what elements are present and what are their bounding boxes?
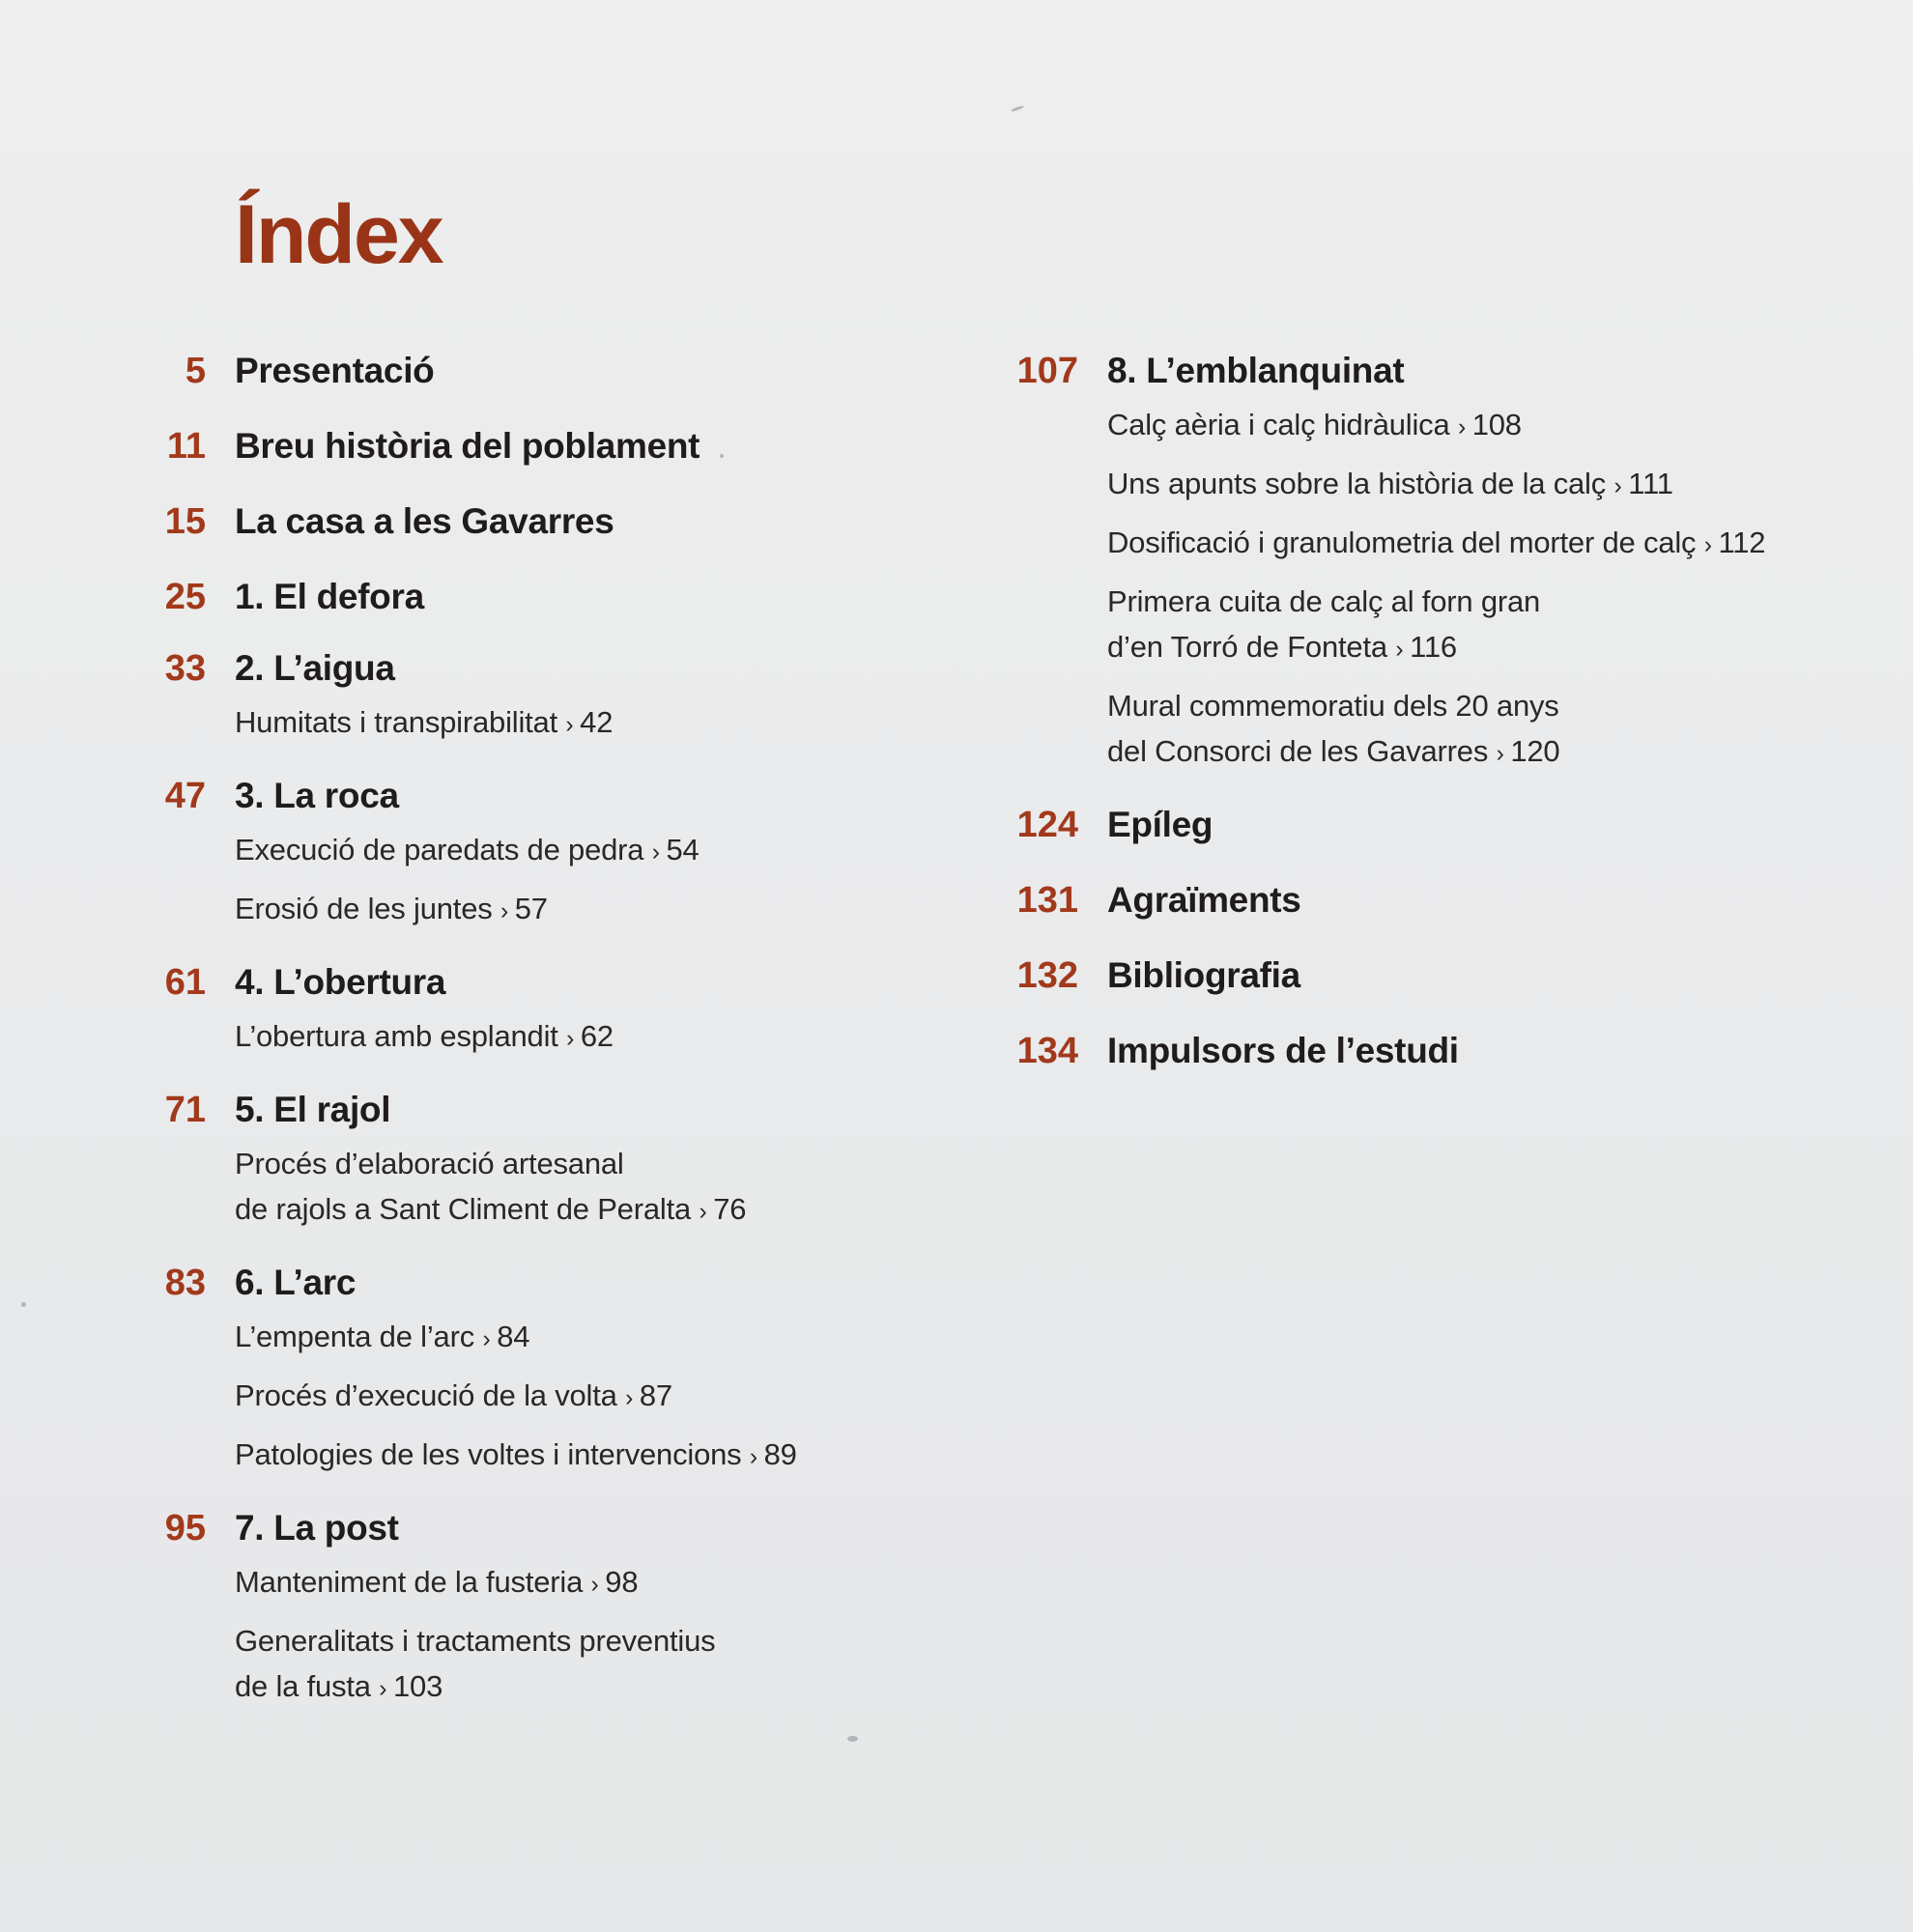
toc-subentry-label: Patologies de les voltes i intervencions xyxy=(235,1437,742,1471)
toc-subentry-text xyxy=(1107,520,1874,568)
toc-subentry-label: Uns apunts sobre la història de la calç xyxy=(1107,467,1607,500)
toc-subentries xyxy=(235,1314,889,1480)
toc-entry-page-number: 71 xyxy=(164,1090,206,1130)
toc-subentry-page-number: › 111 xyxy=(1613,467,1672,500)
toc-entry-title: Impulsors de l’estudi xyxy=(1107,1031,1459,1070)
toc-entry xyxy=(1005,348,1874,777)
toc-entry-title: La casa a les Gavarres xyxy=(235,501,614,541)
toc-subentry-text xyxy=(1107,579,1874,624)
toc-subentry-label: Humitats i transpirabilitat xyxy=(235,705,557,739)
toc-subentries xyxy=(235,827,889,934)
toc-subentry xyxy=(1107,461,1874,509)
toc-subentry-page-number: › 76 xyxy=(699,1192,746,1226)
toc-subentry-text xyxy=(1107,461,1874,509)
toc-subentry xyxy=(1107,579,1874,672)
toc-entry xyxy=(135,773,889,934)
toc-subentry-text xyxy=(235,1663,889,1712)
toc-subentry-label: Execució de paredats de pedra xyxy=(235,833,644,867)
toc-subentry xyxy=(1107,683,1874,777)
toc-subentry xyxy=(235,1314,889,1362)
paper-speck xyxy=(847,1736,858,1742)
toc-subentry-label: Procés d’elaboració artesanal xyxy=(235,1147,624,1180)
toc-subentry-label: Primera cuita de calç al forn gran xyxy=(1107,584,1541,618)
paper-speck xyxy=(1011,105,1024,113)
toc-subentry-label: de la fusta xyxy=(235,1669,371,1703)
toc-subentry-label: del Consorci de les Gavarres xyxy=(1107,734,1489,768)
toc-entry xyxy=(1005,802,1874,848)
toc-entry-title: 2. L’aigua xyxy=(235,648,395,688)
toc-entry-page-number: 11 xyxy=(166,426,206,467)
toc-subentry-page-number: › 42 xyxy=(565,705,613,739)
toc-subentry-page-number: › 116 xyxy=(1395,630,1457,664)
toc-subentry-text xyxy=(1107,624,1874,672)
toc-subentry-text xyxy=(235,827,889,875)
toc-entry-page-number: 107 xyxy=(1016,351,1078,391)
toc-subentry-text xyxy=(235,1186,889,1235)
toc-subentry-text xyxy=(1107,683,1874,728)
toc-subentry-page-number: › 112 xyxy=(1704,526,1766,559)
toc-entry xyxy=(135,645,889,748)
toc-subentry-label: L’empenta de l’arc xyxy=(235,1320,475,1353)
toc-entry xyxy=(135,1260,889,1480)
toc-subentry xyxy=(235,1373,889,1421)
toc-subentry-label: d’en Torró de Fonteta xyxy=(1107,630,1387,664)
toc-subentry-page-number: › 87 xyxy=(625,1378,672,1412)
toc-subentry-label: Mural commemoratiu dels 20 anys xyxy=(1107,689,1559,723)
toc-subentries xyxy=(235,1559,889,1712)
toc-subentry-text xyxy=(235,1013,889,1062)
toc-subentry-text xyxy=(1107,402,1874,450)
toc-entry-title: 7. La post xyxy=(235,1508,399,1548)
toc-entry-title: 4. L’obertura xyxy=(235,962,446,1002)
toc-subentry xyxy=(1107,520,1874,568)
toc-subentry-label: Dosificació i granulometria del morter de calç xyxy=(1107,526,1697,559)
toc-subentry-text xyxy=(235,1618,889,1663)
toc-subentry xyxy=(235,886,889,934)
toc-subentry-page-number: › 84 xyxy=(482,1320,529,1353)
toc-subentry-text xyxy=(235,699,889,748)
toc-entry-page-number: 134 xyxy=(1016,1031,1078,1071)
toc-entry-title: Presentació xyxy=(235,351,435,390)
toc-subentries xyxy=(235,1013,889,1062)
toc-entry-title: 6. L’arc xyxy=(235,1263,357,1302)
toc-subentry-text xyxy=(235,1432,889,1480)
toc-entry xyxy=(135,1505,889,1712)
toc-subentry-text xyxy=(1107,728,1874,777)
toc-entry-title: 8. L’emblanquinat xyxy=(1107,351,1405,390)
toc-subentry-label: Erosió de les juntes xyxy=(235,892,493,925)
toc-entry xyxy=(135,498,889,545)
toc-subentry-page-number: › 103 xyxy=(379,1669,443,1703)
toc-entry xyxy=(1005,877,1874,923)
toc-subentry-page-number: › 89 xyxy=(750,1437,797,1471)
toc-subentry-page-number: › 62 xyxy=(566,1019,614,1053)
toc-subentry xyxy=(235,827,889,875)
toc-entry-page-number: 5 xyxy=(185,351,206,391)
toc-entry-page-number: 33 xyxy=(164,648,206,689)
toc-subentry-text xyxy=(235,1314,889,1362)
toc-entry xyxy=(135,348,889,394)
toc-subentry-text xyxy=(235,1141,889,1186)
toc-subentry-page-number: › 54 xyxy=(652,833,700,867)
toc-entry-page-number: 83 xyxy=(164,1263,206,1303)
toc-entry xyxy=(135,574,889,620)
toc-subentry-label: de rajols a Sant Climent de Peralta xyxy=(235,1192,692,1226)
toc-entry xyxy=(1005,1028,1874,1074)
toc-entry-title: 3. La roca xyxy=(235,776,399,815)
toc-subentries xyxy=(1107,402,1874,777)
paper-speck xyxy=(720,454,724,458)
toc-subentry-page-number: › 120 xyxy=(1497,734,1560,768)
page-title: Índex xyxy=(235,188,443,281)
toc-subentry-text xyxy=(235,1373,889,1421)
toc-subentry-page-number: › 57 xyxy=(500,892,548,925)
toc-subentry-text xyxy=(235,886,889,934)
toc-subentry-text xyxy=(235,1559,889,1607)
toc-subentry xyxy=(235,1432,889,1480)
toc-entry-title: Bibliografia xyxy=(1107,955,1300,995)
toc-subentry-label: Manteniment de la fusteria xyxy=(235,1565,584,1599)
toc-entry-title: Agraïments xyxy=(1107,880,1301,920)
toc-subentry xyxy=(235,1618,889,1712)
toc-entry-title: Breu història del poblament xyxy=(235,426,700,466)
toc-entry-page-number: 124 xyxy=(1016,805,1078,845)
toc-subentry-label: Procés d’execució de la volta xyxy=(235,1378,617,1412)
toc-subentry-label: L’obertura amb esplandit xyxy=(235,1019,558,1053)
toc-subentry-label: Generalitats i tractaments preventius xyxy=(235,1624,716,1658)
toc-subentry-page-number: › 98 xyxy=(591,1565,639,1599)
toc-subentry xyxy=(235,1141,889,1235)
toc-entry-title: 1. El defora xyxy=(235,577,424,616)
toc-subentry xyxy=(235,1559,889,1607)
toc-entry-page-number: 95 xyxy=(164,1508,206,1548)
toc-entry xyxy=(1005,952,1874,999)
toc-subentry xyxy=(235,1013,889,1062)
toc-entry-title: Epíleg xyxy=(1107,805,1213,844)
toc-subentry-label: Calç aèria i calç hidràulica xyxy=(1107,408,1450,441)
toc-entry-title: 5. El rajol xyxy=(235,1090,391,1129)
toc-subentry-page-number: › 108 xyxy=(1458,408,1522,441)
toc-subentries xyxy=(235,699,889,748)
toc-entry xyxy=(135,959,889,1062)
toc-entry xyxy=(135,1087,889,1235)
toc-entry-page-number: 25 xyxy=(164,577,206,617)
toc-subentry xyxy=(1107,402,1874,450)
toc-entry-page-number: 61 xyxy=(164,962,206,1003)
toc-left-column xyxy=(135,348,889,1712)
toc-subentry xyxy=(235,699,889,748)
toc-subentries xyxy=(235,1141,889,1235)
toc-entry-page-number: 132 xyxy=(1016,955,1078,996)
toc-entry-page-number: 15 xyxy=(164,501,206,542)
toc-entry-page-number: 131 xyxy=(1016,880,1078,921)
paper-speck xyxy=(21,1302,26,1307)
toc-entry xyxy=(135,423,889,469)
toc-entry-page-number: 47 xyxy=(164,776,206,816)
toc-right-column xyxy=(1005,348,1874,1074)
